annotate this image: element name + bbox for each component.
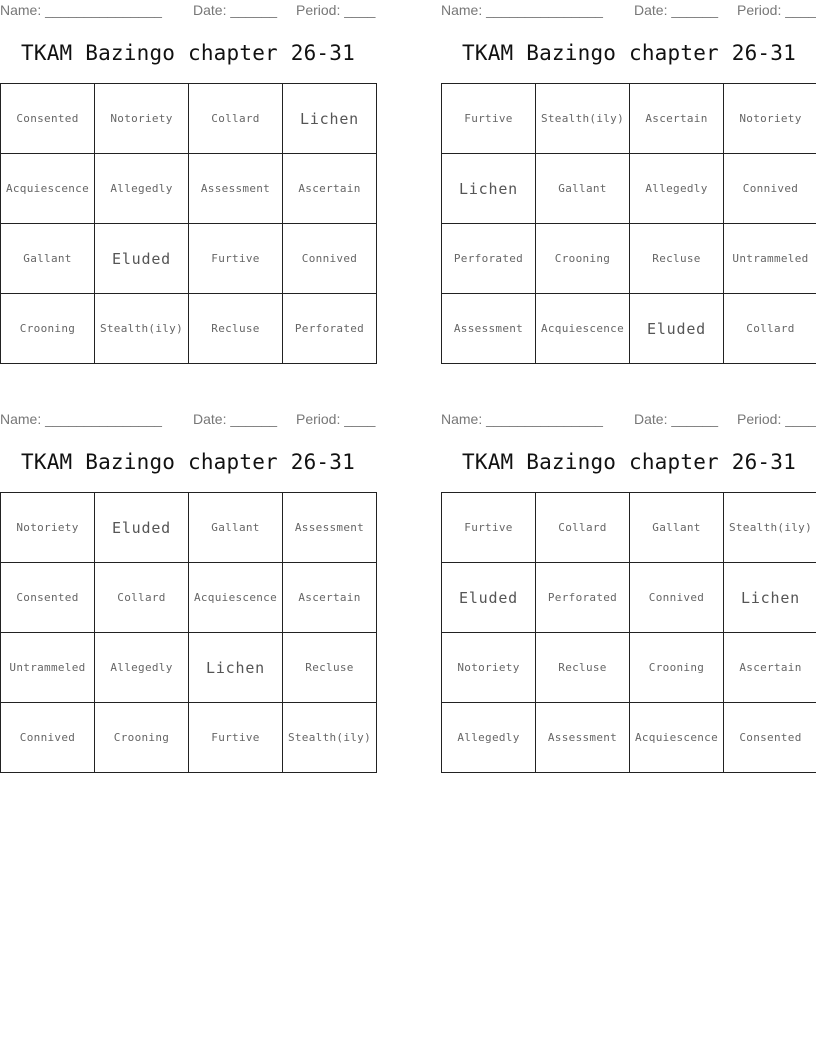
grid-row — [442, 493, 816, 563]
grid-cell: Lichen — [189, 633, 283, 703]
grid-cell: Gallant — [1, 224, 95, 294]
grid-cell: Allegedly — [442, 703, 536, 773]
grid-row — [442, 294, 816, 364]
grid-cell: Perforated — [283, 294, 377, 364]
grid-cell: Eluded — [630, 294, 724, 364]
grid-cell: Lichen — [442, 154, 536, 224]
student-info-line — [441, 409, 816, 431]
grid-cell: Consented — [724, 703, 816, 773]
grid-cell: Collard — [189, 84, 283, 154]
grid-row — [1, 493, 377, 563]
grid-row — [1, 633, 377, 703]
student-info-line — [0, 0, 376, 22]
grid-cell: Ascertain — [283, 563, 377, 633]
name-field: Name: _______________ — [0, 2, 162, 18]
grid-cell: Crooning — [630, 633, 724, 703]
date-field: Date: ______ — [193, 2, 278, 18]
grid-cell: Eluded — [442, 563, 536, 633]
grid-row — [442, 563, 816, 633]
student-info-line — [441, 0, 816, 22]
date-field: Date: ______ — [634, 2, 719, 18]
student-info-line — [0, 409, 376, 431]
grid-cell: Ascertain — [630, 84, 724, 154]
grid-cell: Stealth(ily) — [95, 294, 189, 364]
name-field: Name: _______________ — [0, 411, 162, 427]
grid-cell: Gallant — [630, 493, 724, 563]
grid-cell: Connived — [630, 563, 724, 633]
grid-row — [442, 154, 816, 224]
grid-cell: Stealth(ily) — [724, 493, 816, 563]
period-field: Period: ____ — [296, 411, 376, 427]
grid-cell: Ascertain — [724, 633, 816, 703]
grid-row — [1, 224, 377, 294]
bingo-grid — [441, 492, 816, 773]
name-field: Name: _______________ — [441, 411, 603, 427]
period-field: Period: ____ — [737, 411, 816, 427]
grid-cell: Eluded — [95, 224, 189, 294]
grid-cell: Untrammeled — [724, 224, 816, 294]
bingo-grid — [441, 83, 816, 364]
grid-row — [442, 224, 816, 294]
grid-row — [1, 563, 377, 633]
grid-cell: Recluse — [189, 294, 283, 364]
grid-cell: Crooning — [1, 294, 95, 364]
period-field: Period: ____ — [296, 2, 376, 18]
period-field: Period: ____ — [737, 2, 816, 18]
grid-cell: Assessment — [536, 703, 630, 773]
grid-cell: Furtive — [189, 224, 283, 294]
grid-cell: Assessment — [442, 294, 536, 364]
grid-cell: Connived — [724, 154, 816, 224]
name-field: Name: _______________ — [441, 2, 603, 18]
grid-cell: Allegedly — [95, 633, 189, 703]
card-title: TKAM Bazingo chapter 26-31 — [462, 41, 796, 65]
grid-cell: Allegedly — [95, 154, 189, 224]
grid-row — [1, 703, 377, 773]
grid-row — [1, 294, 377, 364]
grid-cell: Recluse — [536, 633, 630, 703]
grid-cell: Furtive — [442, 493, 536, 563]
grid-cell: Eluded — [95, 493, 189, 563]
grid-cell: Stealth(ily) — [283, 703, 377, 773]
grid-cell: Notoriety — [95, 84, 189, 154]
grid-cell: Acquiescence — [536, 294, 630, 364]
grid-cell: Connived — [1, 703, 95, 773]
date-field: Date: ______ — [634, 411, 719, 427]
grid-cell: Furtive — [189, 703, 283, 773]
date-field: Date: ______ — [193, 411, 278, 427]
grid-row — [442, 84, 816, 154]
grid-cell: Consented — [1, 84, 95, 154]
card-title: TKAM Bazingo chapter 26-31 — [21, 450, 355, 474]
grid-cell: Consented — [1, 563, 95, 633]
grid-cell: Acquiescence — [189, 563, 283, 633]
grid-cell: Collard — [724, 294, 816, 364]
grid-cell: Recluse — [630, 224, 724, 294]
grid-cell: Lichen — [283, 84, 377, 154]
grid-row — [1, 84, 377, 154]
grid-cell: Notoriety — [442, 633, 536, 703]
grid-row — [442, 633, 816, 703]
card-title: TKAM Bazingo chapter 26-31 — [462, 450, 796, 474]
grid-cell: Notoriety — [724, 84, 816, 154]
card-title: TKAM Bazingo chapter 26-31 — [21, 41, 355, 65]
grid-cell: Acquiescence — [1, 154, 95, 224]
grid-cell: Crooning — [95, 703, 189, 773]
bingo-grid — [0, 83, 377, 364]
grid-cell: Ascertain — [283, 154, 377, 224]
grid-cell: Notoriety — [1, 493, 95, 563]
grid-cell: Collard — [95, 563, 189, 633]
grid-cell: Lichen — [724, 563, 816, 633]
grid-cell: Acquiescence — [630, 703, 724, 773]
grid-cell: Assessment — [283, 493, 377, 563]
grid-row — [442, 703, 816, 773]
grid-cell: Untrammeled — [1, 633, 95, 703]
grid-cell: Collard — [536, 493, 630, 563]
grid-cell: Connived — [283, 224, 377, 294]
grid-cell: Allegedly — [630, 154, 724, 224]
grid-cell: Stealth(ily) — [536, 84, 630, 154]
grid-cell: Gallant — [189, 493, 283, 563]
grid-cell: Perforated — [536, 563, 630, 633]
grid-cell: Crooning — [536, 224, 630, 294]
grid-cell: Gallant — [536, 154, 630, 224]
grid-cell: Perforated — [442, 224, 536, 294]
grid-cell: Assessment — [189, 154, 283, 224]
bingo-grid — [0, 492, 377, 773]
grid-cell: Recluse — [283, 633, 377, 703]
grid-row — [1, 154, 377, 224]
grid-cell: Furtive — [442, 84, 536, 154]
